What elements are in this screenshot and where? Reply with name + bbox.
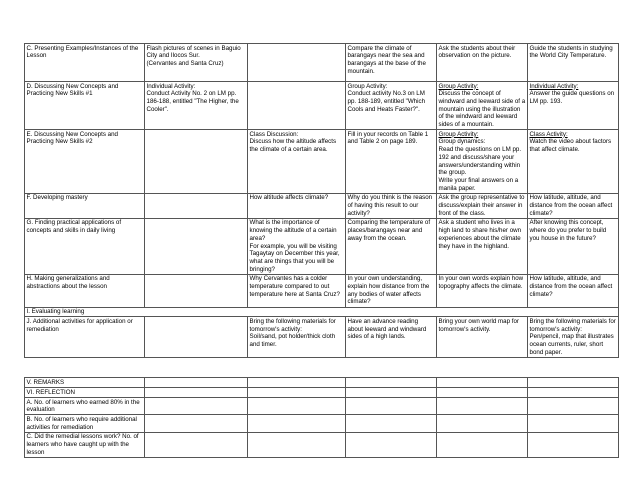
reflection-row — [25, 432, 619, 457]
cell-c2 — [248, 82, 346, 130]
empty-cell — [437, 415, 528, 432]
cell-text: In your own words explain how topography affects the climate. — [438, 275, 524, 291]
row-label: G. Finding practical applications of concepts and skills in daily living — [25, 218, 145, 274]
row-label: C. Did the remedial lessons work? No. of learners who have caught up with the lesson — [25, 432, 145, 457]
empty-cell — [346, 415, 437, 432]
cell-c1 — [145, 317, 248, 358]
empty-cell — [248, 432, 346, 457]
cell-text: Answer the guide questions on LM pp. 193. — [529, 90, 615, 105]
row-label: D. Discussing New Concepts and Practicing New Skills #1 — [25, 82, 145, 130]
cell-c3 — [346, 44, 437, 82]
empty-cell — [145, 378, 248, 388]
empty-cell — [528, 388, 619, 398]
cell-c5 — [528, 193, 619, 218]
activity-heading: Group Activity: — [438, 82, 479, 90]
cell-text: Bring the following materials for tomorrow's activity: — [529, 317, 616, 333]
cell-text: How latitude, altitude, and distance from the ocean affect climate? — [529, 275, 613, 298]
cell-text: Bring the following materials for tomorrow's activity: — [249, 317, 336, 333]
cell-text: Compare the climate of barangays near the sea and barangays at the base of the mountain. — [347, 44, 426, 75]
cell-text: Bring your own world map for tomorrow's activity. — [438, 317, 519, 333]
cell-text: Write your final answers on a manila paper. — [438, 176, 519, 192]
lesson-row — [25, 193, 619, 218]
empty-cell — [248, 398, 346, 415]
cell-c5 — [528, 130, 619, 194]
cell-c3 — [346, 193, 437, 218]
row-label: B. No. of learners who require additional activities for remediation — [25, 415, 145, 432]
empty-cell — [346, 398, 437, 415]
empty-cell — [346, 378, 437, 388]
empty-cell — [145, 388, 248, 398]
cell-text: Why do you think is the reason of having this result to our activity? — [347, 194, 433, 217]
row-label: VI. REFLECTION — [25, 388, 145, 398]
cell-c4 — [437, 274, 528, 307]
cell-text: Conduct activity No.3 on LM pp. 188-189, entitled "Which Cools and Heats Faster?". — [347, 90, 426, 113]
cell-text: Group dynamics: — [438, 138, 486, 146]
cell-c3 — [346, 317, 437, 358]
empty-cell — [346, 432, 437, 457]
cell-text: For example, you will be visiting Tagaytay on December this year, what are things that you will be bringing? — [249, 242, 340, 273]
cell-c2 — [248, 317, 346, 358]
cell-text: After knowing this concept, where do you prefer to build you house in the future? — [529, 219, 607, 242]
cell-text: How latitude, altitude, and distance from the ocean affect climate? — [529, 194, 613, 217]
row-label: C. Presenting Examples/Instances of the Lesson — [25, 44, 145, 82]
cell-c4 — [437, 44, 528, 82]
cell-c2 — [248, 130, 346, 194]
cell-c3 — [346, 274, 437, 307]
cell-text: Watch the video about factors that affect climate. — [529, 138, 612, 154]
lesson-row — [25, 44, 619, 82]
empty-cell — [437, 398, 528, 415]
cell-text: Have an advance reading about leeward and windward sides of a high lands. — [347, 317, 427, 341]
cell-text: Discuss how the altitude affects the climate of a certain area. — [249, 138, 337, 154]
empty-cell — [248, 388, 346, 398]
cell-text: In your own understanding, explain how distance from the any bodies of water affects climate? — [347, 275, 430, 306]
cell-c1 — [145, 130, 248, 194]
row-label: H. Making generalizations and abstractions about the lesson — [25, 274, 145, 307]
row-label: J. Additional activities for application or remediation — [25, 317, 145, 358]
cell-c5 — [528, 218, 619, 274]
row-label: I. Evaluating learning — [25, 307, 619, 317]
cell-text: Individual Activity: — [146, 82, 196, 90]
cell-c2 — [248, 218, 346, 274]
empty-cell — [145, 432, 248, 457]
lesson-row — [25, 218, 619, 274]
cell-text: Fill in your records on Table 1 and Table 2 on page 189. — [347, 130, 429, 146]
cell-c1 — [145, 193, 248, 218]
cell-text: Pen/pencil, map that illustrates ocean currents, ruler, short bond paper. — [529, 333, 614, 356]
cell-c3 — [346, 218, 437, 274]
cell-c2 — [248, 193, 346, 218]
empty-cell — [248, 415, 346, 432]
empty-cell — [528, 432, 619, 457]
empty-cell — [346, 388, 437, 398]
cell-text: How altitude affects climate? — [249, 194, 329, 202]
empty-cell — [437, 432, 528, 457]
cell-c2 — [248, 44, 346, 82]
cell-text: Ask the group representative to discuss/explain their answer in front of the class. — [438, 194, 525, 217]
empty-cell — [528, 398, 619, 415]
cell-text: (Cervantes and Santa Cruz) — [146, 59, 224, 67]
empty-cell — [437, 388, 528, 398]
activity-heading: Class Activity: — [529, 130, 568, 138]
activity-heading: Individual Activity: — [529, 82, 579, 90]
empty-cell — [528, 415, 619, 432]
reflection-row — [25, 388, 619, 398]
cell-c3 — [346, 82, 437, 130]
cell-c4 — [437, 193, 528, 218]
empty-cell — [145, 415, 248, 432]
cell-c4 — [437, 317, 528, 358]
cell-text: Ask a student who lives in a high land to share his/her own experiences about the climate they have in the highland. — [438, 219, 522, 250]
empty-cell — [528, 378, 619, 388]
cell-c4 — [437, 130, 528, 194]
row-label: F. Developing mastery — [25, 193, 145, 218]
cell-c5 — [528, 82, 619, 130]
cell-c1 — [145, 44, 248, 82]
cell-text: Conduct Activity No. 2 on LM pp. 186-188, entitled "The Higher, the Cooler". — [146, 90, 239, 113]
lesson-row — [25, 274, 619, 307]
cell-c3 — [346, 130, 437, 194]
row-label: E. Discussing New Concepts and Practicing New Skills #2 — [25, 130, 145, 194]
lesson-row — [25, 82, 619, 130]
lesson-row — [25, 307, 619, 317]
cell-c1 — [145, 274, 248, 307]
cell-c4 — [437, 218, 528, 274]
reflection-row — [25, 378, 619, 388]
cell-text: Comparing the temperature of places/barangays near and away from the ocean. — [347, 219, 431, 242]
reflection-table — [24, 377, 619, 458]
lesson-row — [25, 130, 619, 194]
cell-text: Soil/sand, pot holder/thick cloth and timer. — [249, 333, 336, 348]
cell-text: Class Discussion: — [249, 130, 299, 138]
cell-text: Discuss the concept of windward and leeward side of a mountain using the illustration of the windward and leeward sides of a mountain. — [438, 90, 526, 129]
cell-c2 — [248, 274, 346, 307]
cell-text: Read the questions on LM pp. 192 and discuss/share your answers/understanding within the group. — [438, 146, 522, 177]
cell-c4 — [437, 82, 528, 130]
cell-c1 — [145, 218, 248, 274]
empty-cell — [248, 378, 346, 388]
row-label: V. REMARKS — [25, 378, 145, 388]
reflection-row — [25, 415, 619, 432]
cell-text: Group Activity: — [347, 82, 388, 90]
cell-text: Ask the students about their observation on the picture. — [438, 44, 516, 60]
cell-text: Flash pictures of scenes in Baguio City and Ilocos Sur. — [146, 44, 241, 60]
activity-heading: Group Activity: — [438, 130, 479, 138]
empty-cell — [437, 378, 528, 388]
cell-text: Guide the students in studying the World City Temperature. — [529, 44, 613, 60]
lesson-plan-table — [24, 43, 619, 358]
lesson-row — [25, 317, 619, 358]
cell-c5 — [528, 44, 619, 82]
row-label: A. No. of learners who earned 80% in the evaluation — [25, 398, 145, 415]
cell-c5 — [528, 317, 619, 358]
cell-c1 — [145, 82, 248, 130]
cell-c5 — [528, 274, 619, 307]
cell-text: What is the importance of knowing the altitude of a certain area? — [249, 219, 337, 242]
reflection-row — [25, 398, 619, 415]
empty-cell — [145, 398, 248, 415]
cell-text: Why Cervantes has a colder temperature compared to out temperature here at Santa Cruz? — [249, 275, 340, 298]
